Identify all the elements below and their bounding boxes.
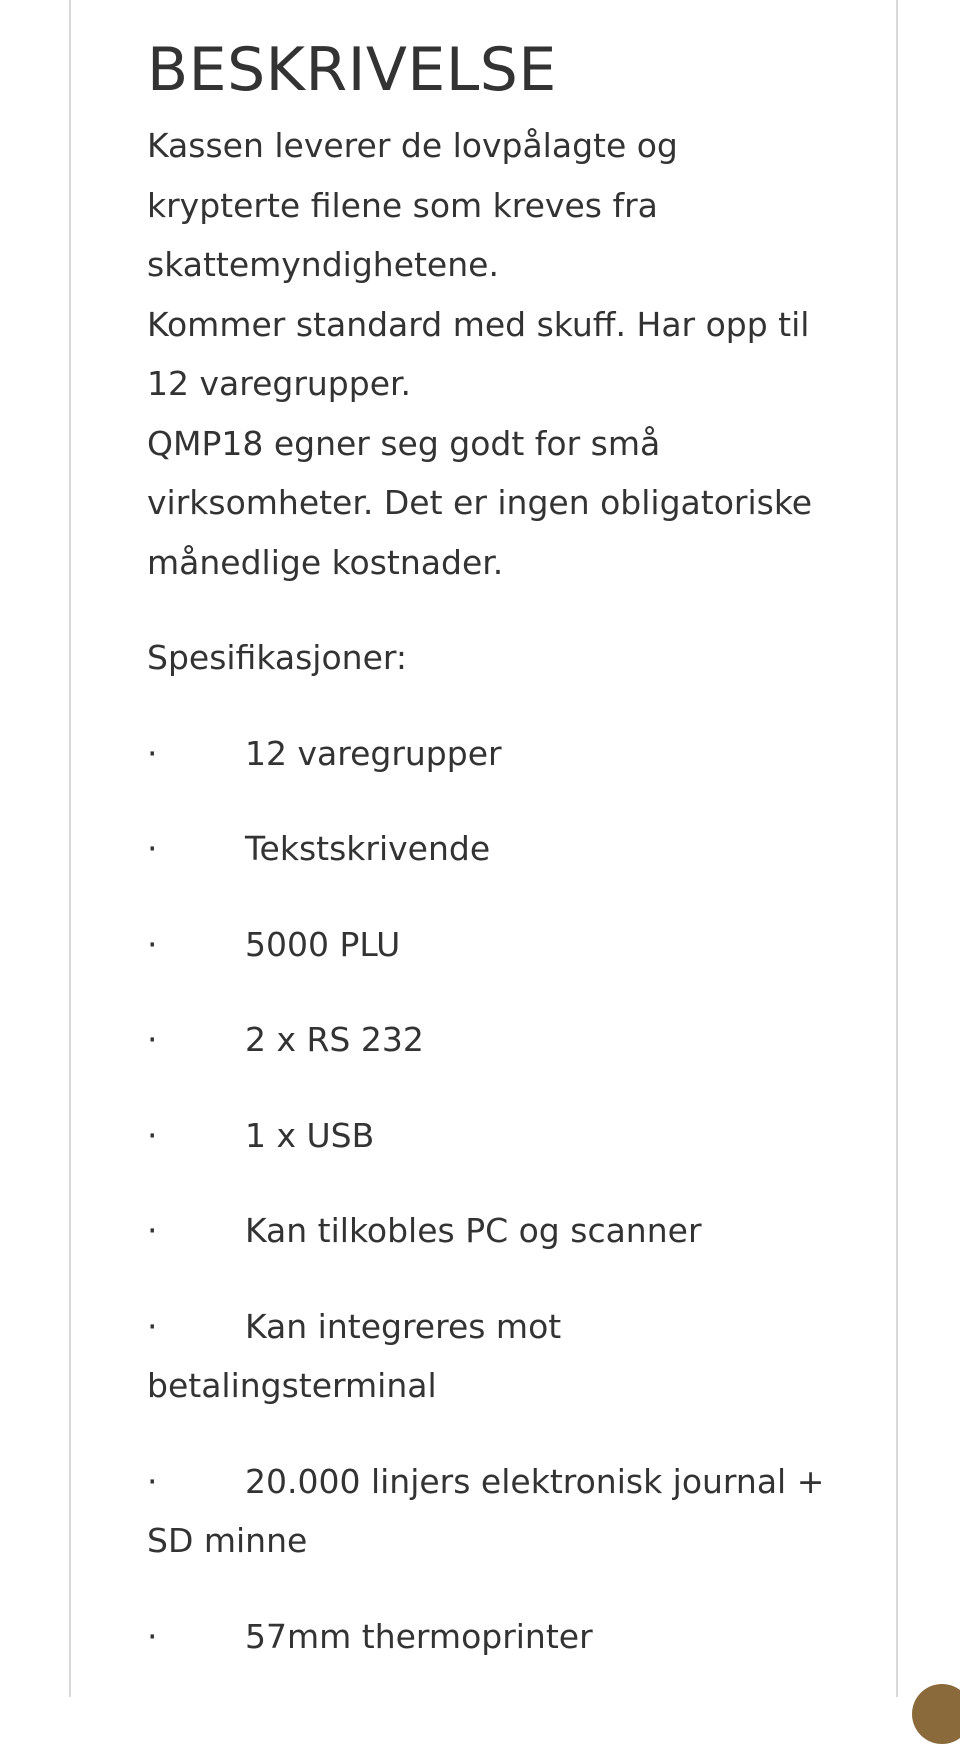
bullet-icon: · [147, 1211, 158, 1250]
spec-text: 57mm thermoprinter [245, 1616, 593, 1656]
spec-item [147, 819, 827, 879]
spec-text: 5000 PLU [245, 924, 401, 964]
spec-item [147, 724, 827, 784]
spec-item [147, 1010, 827, 1070]
spec-text: Kan integreres mot betalingsterminal [147, 1306, 562, 1405]
specs-heading: Spesifikasjoner: [147, 638, 407, 677]
description-paragraph: Kassen leverer de lovpålagte og krypterte filene som kreves fra skattemyndighetene. [147, 126, 678, 284]
bullet-icon: · [147, 924, 158, 964]
spec-item [147, 1452, 827, 1571]
spec-text: 12 varegrupper [245, 733, 502, 773]
section-title: BESKRIVELSE [147, 35, 557, 105]
spec-item [147, 1106, 827, 1166]
bullet-icon: · [147, 733, 158, 773]
description-paragraph: Kommer standard med skuff. Har opp til 12 varegrupper. [147, 304, 810, 403]
spec-text: 20.000 linjers elektronisk journal + SD minne [147, 1461, 825, 1560]
spec-text: Kan tilkobles PC og scanner [245, 1211, 702, 1250]
spec-text: Tekstskrivende [245, 829, 491, 868]
spec-item [147, 1297, 827, 1416]
spec-item [147, 915, 827, 975]
description-text [147, 116, 827, 592]
spec-item [147, 1201, 827, 1261]
bullet-icon: · [147, 1461, 158, 1501]
description-section [147, 30, 827, 1666]
description-paragraph: QMP18 egner seg godt for små virksomheter. Det er ingen obligatoriske månedlige kostnader. [147, 423, 813, 582]
spec-item [147, 1607, 827, 1667]
bullet-icon: · [147, 1020, 158, 1059]
bullet-icon: · [147, 1306, 158, 1346]
bullet-icon: · [147, 829, 158, 868]
bullet-icon: · [147, 1115, 158, 1155]
floating-action-button[interactable] [912, 1684, 960, 1744]
spec-text: 2 x RS 232 [245, 1020, 424, 1059]
bullet-icon: · [147, 1616, 158, 1656]
spec-text: 1 x USB [245, 1115, 375, 1155]
specs-list [147, 724, 827, 1667]
